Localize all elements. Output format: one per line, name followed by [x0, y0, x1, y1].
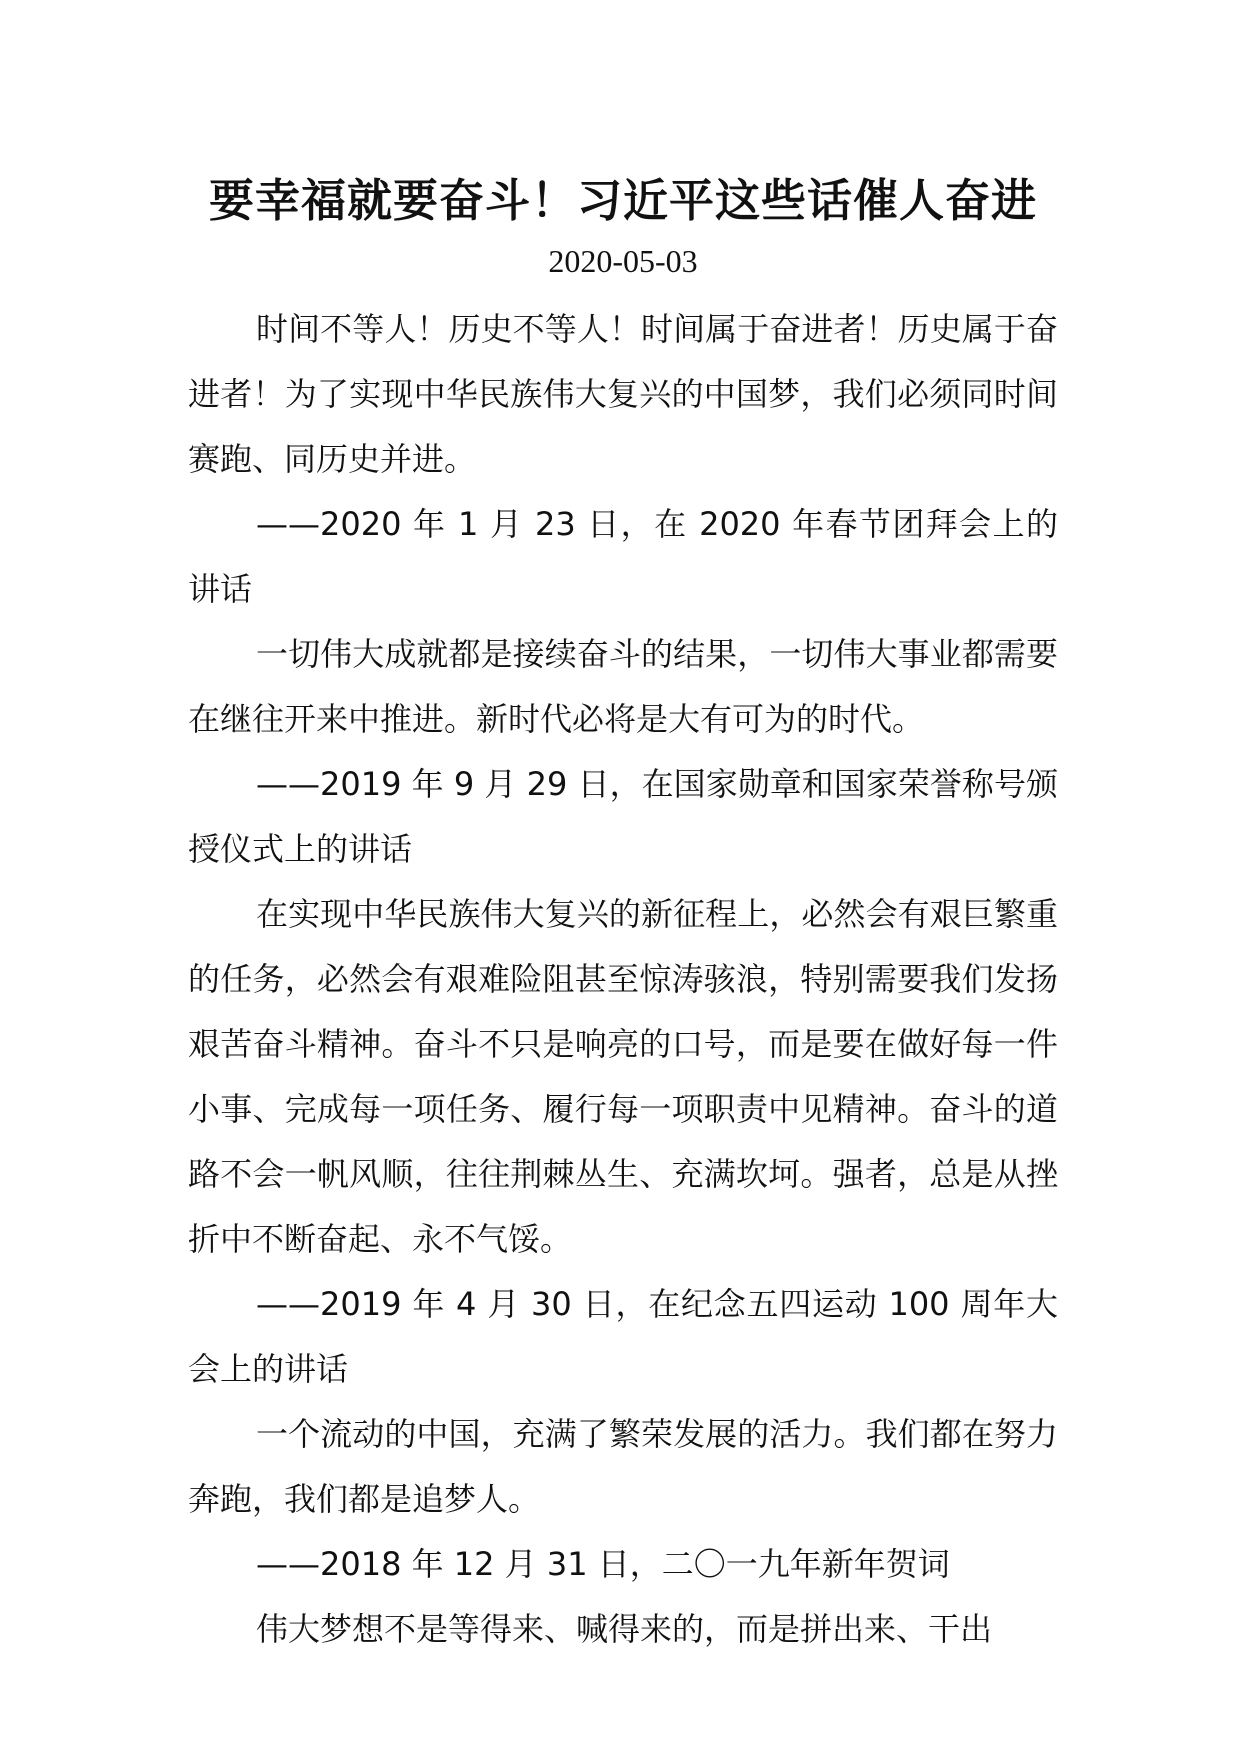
article-title: 要幸福就要奋斗！习近平这些话催人奋进 — [208, 174, 1037, 227]
quote-paragraph: 伟大梦想不是等得来、喊得来的，而是拼出来、干出 — [256, 1610, 993, 1648]
quote-source: ——2019 年 9 月 29 日，在国家勋章和国家荣誉称号颁授仪式上的讲话 — [188, 765, 1058, 868]
quote-paragraph: 一切伟大成就都是接续奋斗的结果，一切伟大事业都需要在继往开来中推进。新时代必将是大有可为的时代。 — [188, 635, 1058, 738]
article-date: 2020-05-03 — [548, 243, 698, 279]
document-page — [188, 0, 1058, 1754]
article-body — [188, 297, 1058, 1662]
quote-paragraph: 一个流动的中国，充满了繁荣发展的活力。我们都在努力奔跑，我们都是追梦人。 — [188, 1415, 1058, 1518]
quote-source: ——2020 年 1 月 23 日，在 2020 年春节团拜会上的讲话 — [188, 505, 1058, 608]
quote-source: ——2019 年 4 月 30 日，在纪念五四运动 100 周年大会上的讲话 — [188, 1285, 1058, 1388]
quote-source: ——2018 年 12 月 31 日，二〇一九年新年贺词 — [256, 1545, 950, 1583]
quote-paragraph: 时间不等人！历史不等人！时间属于奋进者！历史属于奋进者！为了实现中华民族伟大复兴的中国梦，我们必须同时间赛跑、同历史并进。 — [188, 310, 1058, 478]
quote-paragraph: 在实现中华民族伟大复兴的新征程上，必然会有艰巨繁重的任务，必然会有艰难险阻甚至惊涛骇浪，特别需要我们发扬艰苦奋斗精神。奋斗不只是响亮的口号，而是要在做好每一件小事、完成每一项任务、履行每一项职责中见精神。奋斗的道路不会一帆风顺，往往荆棘丛生、充满坎坷。强者，总是从挫折中不断奋起、永不气馁。 — [188, 895, 1058, 1258]
